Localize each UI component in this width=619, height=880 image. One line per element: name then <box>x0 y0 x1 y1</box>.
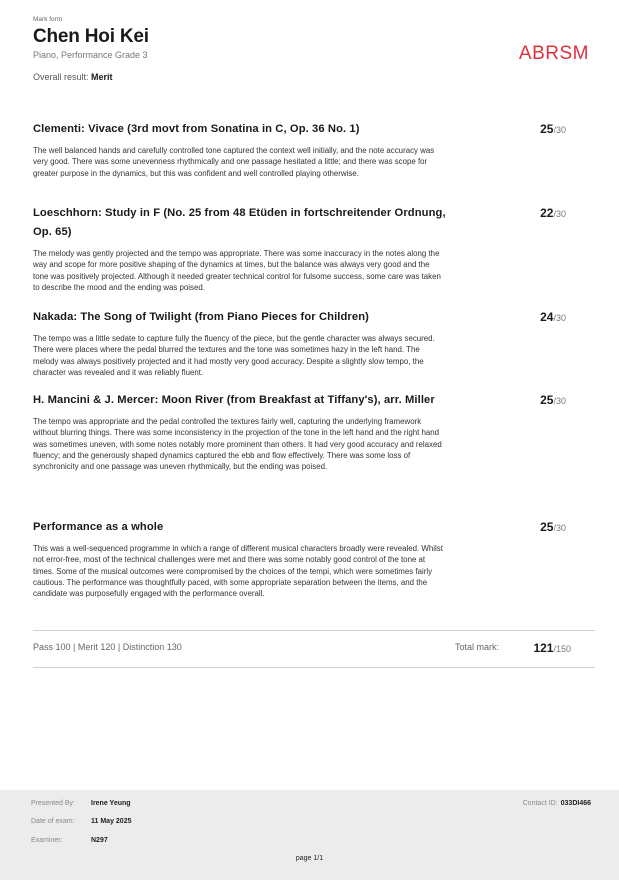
mark-max: /30 <box>553 125 566 135</box>
section-mark <box>540 206 566 220</box>
mark-max: /30 <box>553 396 566 406</box>
section-mark <box>540 122 566 136</box>
mark-max: /30 <box>553 313 566 323</box>
mark-value: 25 <box>540 122 554 136</box>
report-header <box>33 16 593 82</box>
section-comment: The tempo was a little sedate to capture fully the fluency of the piece, but the gentle character was always secured. There were places where the pedal blurred the textures and the tone was sometimes hazy in the left hand. The melody was always positively projected and it had mostly very good accuracy. Despite a slightly slow tempo, the character was revealed and it was reliably fluent. <box>33 334 435 377</box>
section-title: Loeschhorn: Study in F (No. 25 from 48 Etüden in fortschreitender Ordnung, Op. 65) <box>33 207 446 238</box>
section-title: Nakada: The Song of Twilight (from Piano Pieces for Children) <box>33 311 369 323</box>
contact-id <box>523 800 591 807</box>
section-title: H. Mancini & J. Mercer: Moon River (from Breakfast at Tiffany's), arr. Miller <box>33 394 435 406</box>
total-mark-value: 121 <box>533 641 554 655</box>
presented-by-value: Irene Yeung <box>91 800 131 807</box>
mark-max: /30 <box>553 209 566 219</box>
exam-subject: Piano, Performance Grade 3 <box>33 50 148 60</box>
overall-result-value: Merit <box>91 72 113 82</box>
section-comment: The melody was gently projected and the tempo was appropriate. There was some inaccuracy in the notes along the way and scope for more positive shaping of the dynamics at times, but the balance was always very good and the tone was positively projected. Although it needed greater technical control for fulsome success, some care was taken to describe the mood and the ending was poised. <box>33 249 441 292</box>
contact-id-label: Contact ID: <box>522 800 558 807</box>
section-clementi <box>33 120 588 179</box>
mark-value: 25 <box>540 520 554 534</box>
section-mark <box>540 310 566 324</box>
mark-value: 24 <box>540 310 554 324</box>
mark-form-label: Mark form <box>33 16 63 23</box>
total-mark-label: Total mark: <box>455 642 500 652</box>
abrsm-logo: ABRSM <box>518 43 589 64</box>
section-moon-river <box>33 391 588 472</box>
section-title: Performance as a whole <box>33 521 164 533</box>
mark-max: /30 <box>553 523 566 533</box>
section-loeschhorn <box>33 204 588 293</box>
presented-by-label: Presented By: <box>31 800 75 807</box>
mark-value: 25 <box>540 393 554 407</box>
grade-thresholds: Pass 100 | Merit 120 | Distinction 130 <box>33 642 182 652</box>
examiner-row <box>31 837 108 844</box>
presented-by-row <box>31 800 131 807</box>
section-performance-whole <box>33 518 588 599</box>
section-comment: The tempo was appropriate and the pedal controlled the textures fairly well, capturing the underlying framework without blurring things. There was some inconsistency in the projection of the tone in the left hand and the right hand was sometimes uneven, with some notes notably more prominent than others. It had very good accuracy and relaxed fluency; and the generously shaped dynamics captured the ebb and flow effectively. There was some loss of synchronicity and one passage was uneven rhythmically, but the ending was poised. <box>33 417 442 472</box>
contact-id-value: 033DI466 <box>560 800 591 807</box>
exam-date-row <box>31 818 131 825</box>
overall-result <box>33 72 593 82</box>
candidate-name: Chen Hoi Kei <box>33 26 149 47</box>
section-title: Clementi: Vivace (3rd movt from Sonatina in C, Op. 36 No. 1) <box>33 123 360 135</box>
section-mark <box>540 520 566 534</box>
examiner-label: Examiner: <box>31 837 63 844</box>
section-comment: The well balanced hands and carefully controlled tone captured the context well initially, and the note accuracy was very good. There was some unevenness rhythmically and one passage hesitated a little; and there was scope for greater purpose in the dynamics, but this was confident and well controlled playing otherwise. <box>33 146 435 178</box>
section-nakada <box>33 308 588 378</box>
total-mark-max: /150 <box>553 644 571 654</box>
section-mark <box>540 393 566 407</box>
section-comment: This was a well-sequenced programme in which a range of different musical characters broadly were revealed. Whilst not error-free, most of the technical challenges were met and there was some notably good control of the tone at times. Some of the musical outcomes were compromised by the choices of the tempi, which were sometimes fairly cautious. The performance was thoughtfully paced, with some appropriate separation between the items, and the candidate was purposefully engaged with the performance overall. <box>33 544 443 599</box>
summary-bar <box>33 630 595 668</box>
exam-date-label: Date of exam: <box>31 818 75 825</box>
page-number: page 1/1 <box>295 855 324 862</box>
total-mark <box>533 641 571 655</box>
exam-date-value: 11 May 2025 <box>91 818 132 825</box>
report-footer <box>0 790 619 880</box>
examiner-value: N297 <box>91 837 108 844</box>
mark-value: 22 <box>540 206 554 220</box>
overall-result-label: Overall result: <box>33 72 89 82</box>
